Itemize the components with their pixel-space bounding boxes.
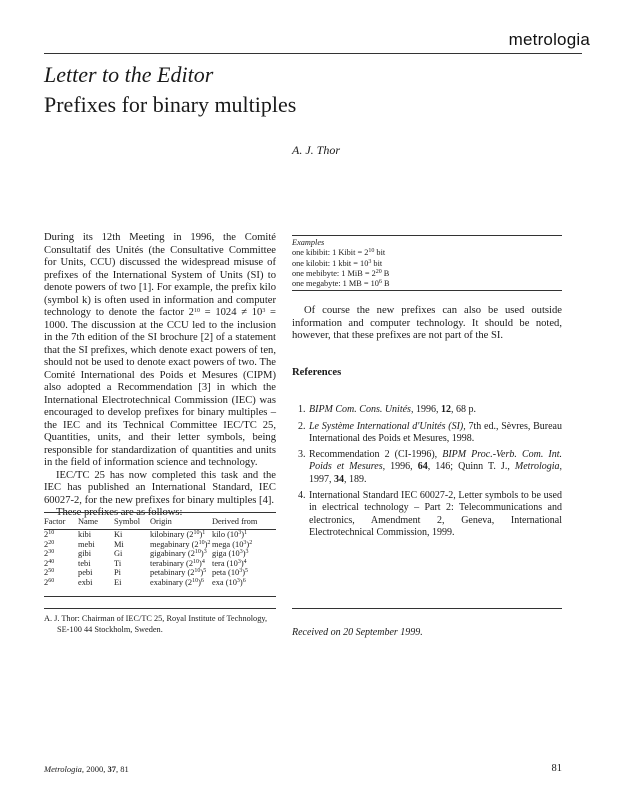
cell-origin: megabinary $(2^{10})^2$ <box>150 539 211 549</box>
author: A. J. Thor <box>292 143 340 157</box>
table-row <box>44 578 276 588</box>
body-right-column <box>292 305 562 343</box>
affiliation-rule <box>44 608 276 609</box>
table-header-origin: Origin <box>150 517 172 526</box>
reference-item: 3. Recommendation 2 (CI-1996), BIPM Proc.-Verb. Com. Int. Poids et Mesures, 1996, 64, 146; Quinn T. J., Metrologia, 1997, 34, 189. <box>298 449 563 485</box>
example-line: one kilobit: 1 kbit = $10^3$ bit <box>292 258 383 268</box>
cell-derived: giga $(10^3)^3$ <box>212 549 249 559</box>
table-bottom-rule <box>44 596 276 597</box>
cell-derived: kilo $(10^3)^1$ <box>212 530 248 539</box>
cell-symbol: Mi <box>114 539 124 549</box>
page-number: 81 <box>551 763 562 774</box>
examples-box <box>292 238 562 289</box>
cell-name: mebi <box>78 539 95 549</box>
cell-symbol: Ti <box>114 558 122 568</box>
cell-factor: $2^{50}$ <box>44 568 55 578</box>
cell-name: gibi <box>78 549 92 559</box>
cell-name: kibi <box>78 530 92 539</box>
cell-derived: exa $(10^3)^6$ <box>212 577 246 587</box>
cell-factor: $2^{40}$ <box>44 558 55 568</box>
cell-derived: peta $(10^3)^5$ <box>212 568 249 578</box>
table-row <box>44 568 276 578</box>
table-header-factor: Factor <box>44 517 66 526</box>
table-header-derived: Derived from <box>212 517 258 526</box>
cell-factor: $2^{30}$ <box>44 549 55 559</box>
table-header-row <box>44 514 276 530</box>
cell-name: tebi <box>78 558 91 568</box>
affiliation-line-1: A. J. Thor: Chairman of IEC/TC 25, Royal Institute of Technology, <box>44 614 268 623</box>
footer-citation: Metrologia, 2000, 37, 81 <box>44 764 129 774</box>
reference-item: 1. BIPM Com. Cons. Unités, 1996, 12, 68 p. <box>298 404 476 415</box>
received-rule <box>292 608 562 609</box>
cell-factor: $2^{60}$ <box>44 577 55 587</box>
received-date: Received on 20 September 1999. <box>292 627 423 638</box>
cell-symbol: Pi <box>114 568 121 578</box>
cell-derived: tera $(10^3)^4$ <box>212 558 247 568</box>
article-title: Prefixes for binary multiples <box>44 92 297 117</box>
cell-factor: $2^{20}$ <box>44 539 55 549</box>
reference-item: 4. International Standard IEC 60027-2, Letter symbols to be used in electrical technology – Part 2: Telecommunications and electronics, Amendment 2, Geneva, International Electrotechnical Commission, 1999. <box>298 490 562 538</box>
cell-factor: $2^{10}$ <box>44 530 55 539</box>
cell-derived: mega $(10^3)^2$ <box>212 539 253 549</box>
examples-bottom-rule <box>292 290 562 291</box>
references-list <box>292 404 562 543</box>
example-line: one kibibit: 1 Kibit = $2^{10}$ bit <box>292 248 386 258</box>
cell-origin: terabinary $(2^{10})^4$ <box>150 558 205 568</box>
table-header-name: Name <box>78 517 98 526</box>
examples-list <box>292 248 562 289</box>
examples-title: Examples <box>292 238 325 247</box>
author-affiliation <box>44 614 284 635</box>
body-paragraph-2: IEC/TC 25 has now completed this task and the IEC has published an International Standard, IEC 60027-2, for the new prefixes for binary multiples [4]. <box>44 469 276 506</box>
body-left-column <box>44 232 276 520</box>
example-line: one megabyte: 1 MB = $10^6$ B <box>292 279 390 289</box>
right-paragraph: Of course the new prefixes can also be used outside information and computer technology. It should be noted, however, that these prefixes are not part of the SI. <box>292 305 562 341</box>
cell-origin: petabinary $(2^{10})^5$ <box>150 568 207 578</box>
header-rule <box>44 53 582 54</box>
table-row <box>44 549 276 559</box>
journal-name: metrologia <box>508 30 590 49</box>
cell-name: pebi <box>78 568 93 578</box>
cell-name: exbi <box>78 577 93 587</box>
table-row <box>44 530 276 540</box>
table-row <box>44 540 276 550</box>
prefix-table <box>44 514 276 588</box>
cell-origin: kilobinary $(2^{10})^1$ <box>150 530 206 539</box>
example-line: one mebibyte: 1 MiB = $2^{20}$ B <box>292 268 390 278</box>
table-header-symbol: Symbol <box>114 517 141 526</box>
body-paragraph-1: During its 12th Meeting in 1996, the Comité Consultatif des Unités (the Consultative Committee for Units, CCU) discussed the widespread misuse of prefixes of the International System of Units (SI) to denote powers of two [1]. For example, the prefix kilo (symbol k) is often used in information and computer technology to denote the factor $2^{10} = 1024 \ne 10^3 = 1000$. The discussion at the CCU led to the inclusion in the 7th edition of the SI brochure [2] of a statement that the SI prefixes, which denote exact powers of ten, should not be used to denote exact powers of two. The Comité International des Poids et Mesures (CIPM) also adopted a Recommendation [3] in which the International Electrotechnical Commission (IEC) was encouraged to develop prefixes for binary multiples – the IEC and its Technical Committee IEC/TC 25, Quantities, units, and their letter symbols, being responsible for standardization of quantities and units in the field of information science and technology. <box>44 232 276 468</box>
cell-symbol: Ei <box>114 577 122 587</box>
affiliation-line-2: SE-100 44 Stockholm, Sweden. <box>57 624 163 634</box>
cell-origin: exabinary $(2^{10})^6$ <box>150 577 204 587</box>
cell-origin: gigabinary $(2^{10})^3$ <box>150 549 207 559</box>
examples-top-rule <box>292 235 562 236</box>
table-top-rule <box>44 512 276 513</box>
table-row <box>44 559 276 569</box>
reference-item: 2. Le Système International d'Unités (SI), 7th ed., Sèvres, Bureau International des Poids et Mesures, 1998. <box>298 420 562 444</box>
cell-symbol: Ki <box>114 530 123 539</box>
cell-symbol: Gi <box>114 549 123 559</box>
table-body <box>44 530 276 588</box>
references-heading: References <box>292 367 342 378</box>
section-label: Letter to the Editor <box>44 62 214 87</box>
prefix-table-wrapper <box>44 514 276 588</box>
